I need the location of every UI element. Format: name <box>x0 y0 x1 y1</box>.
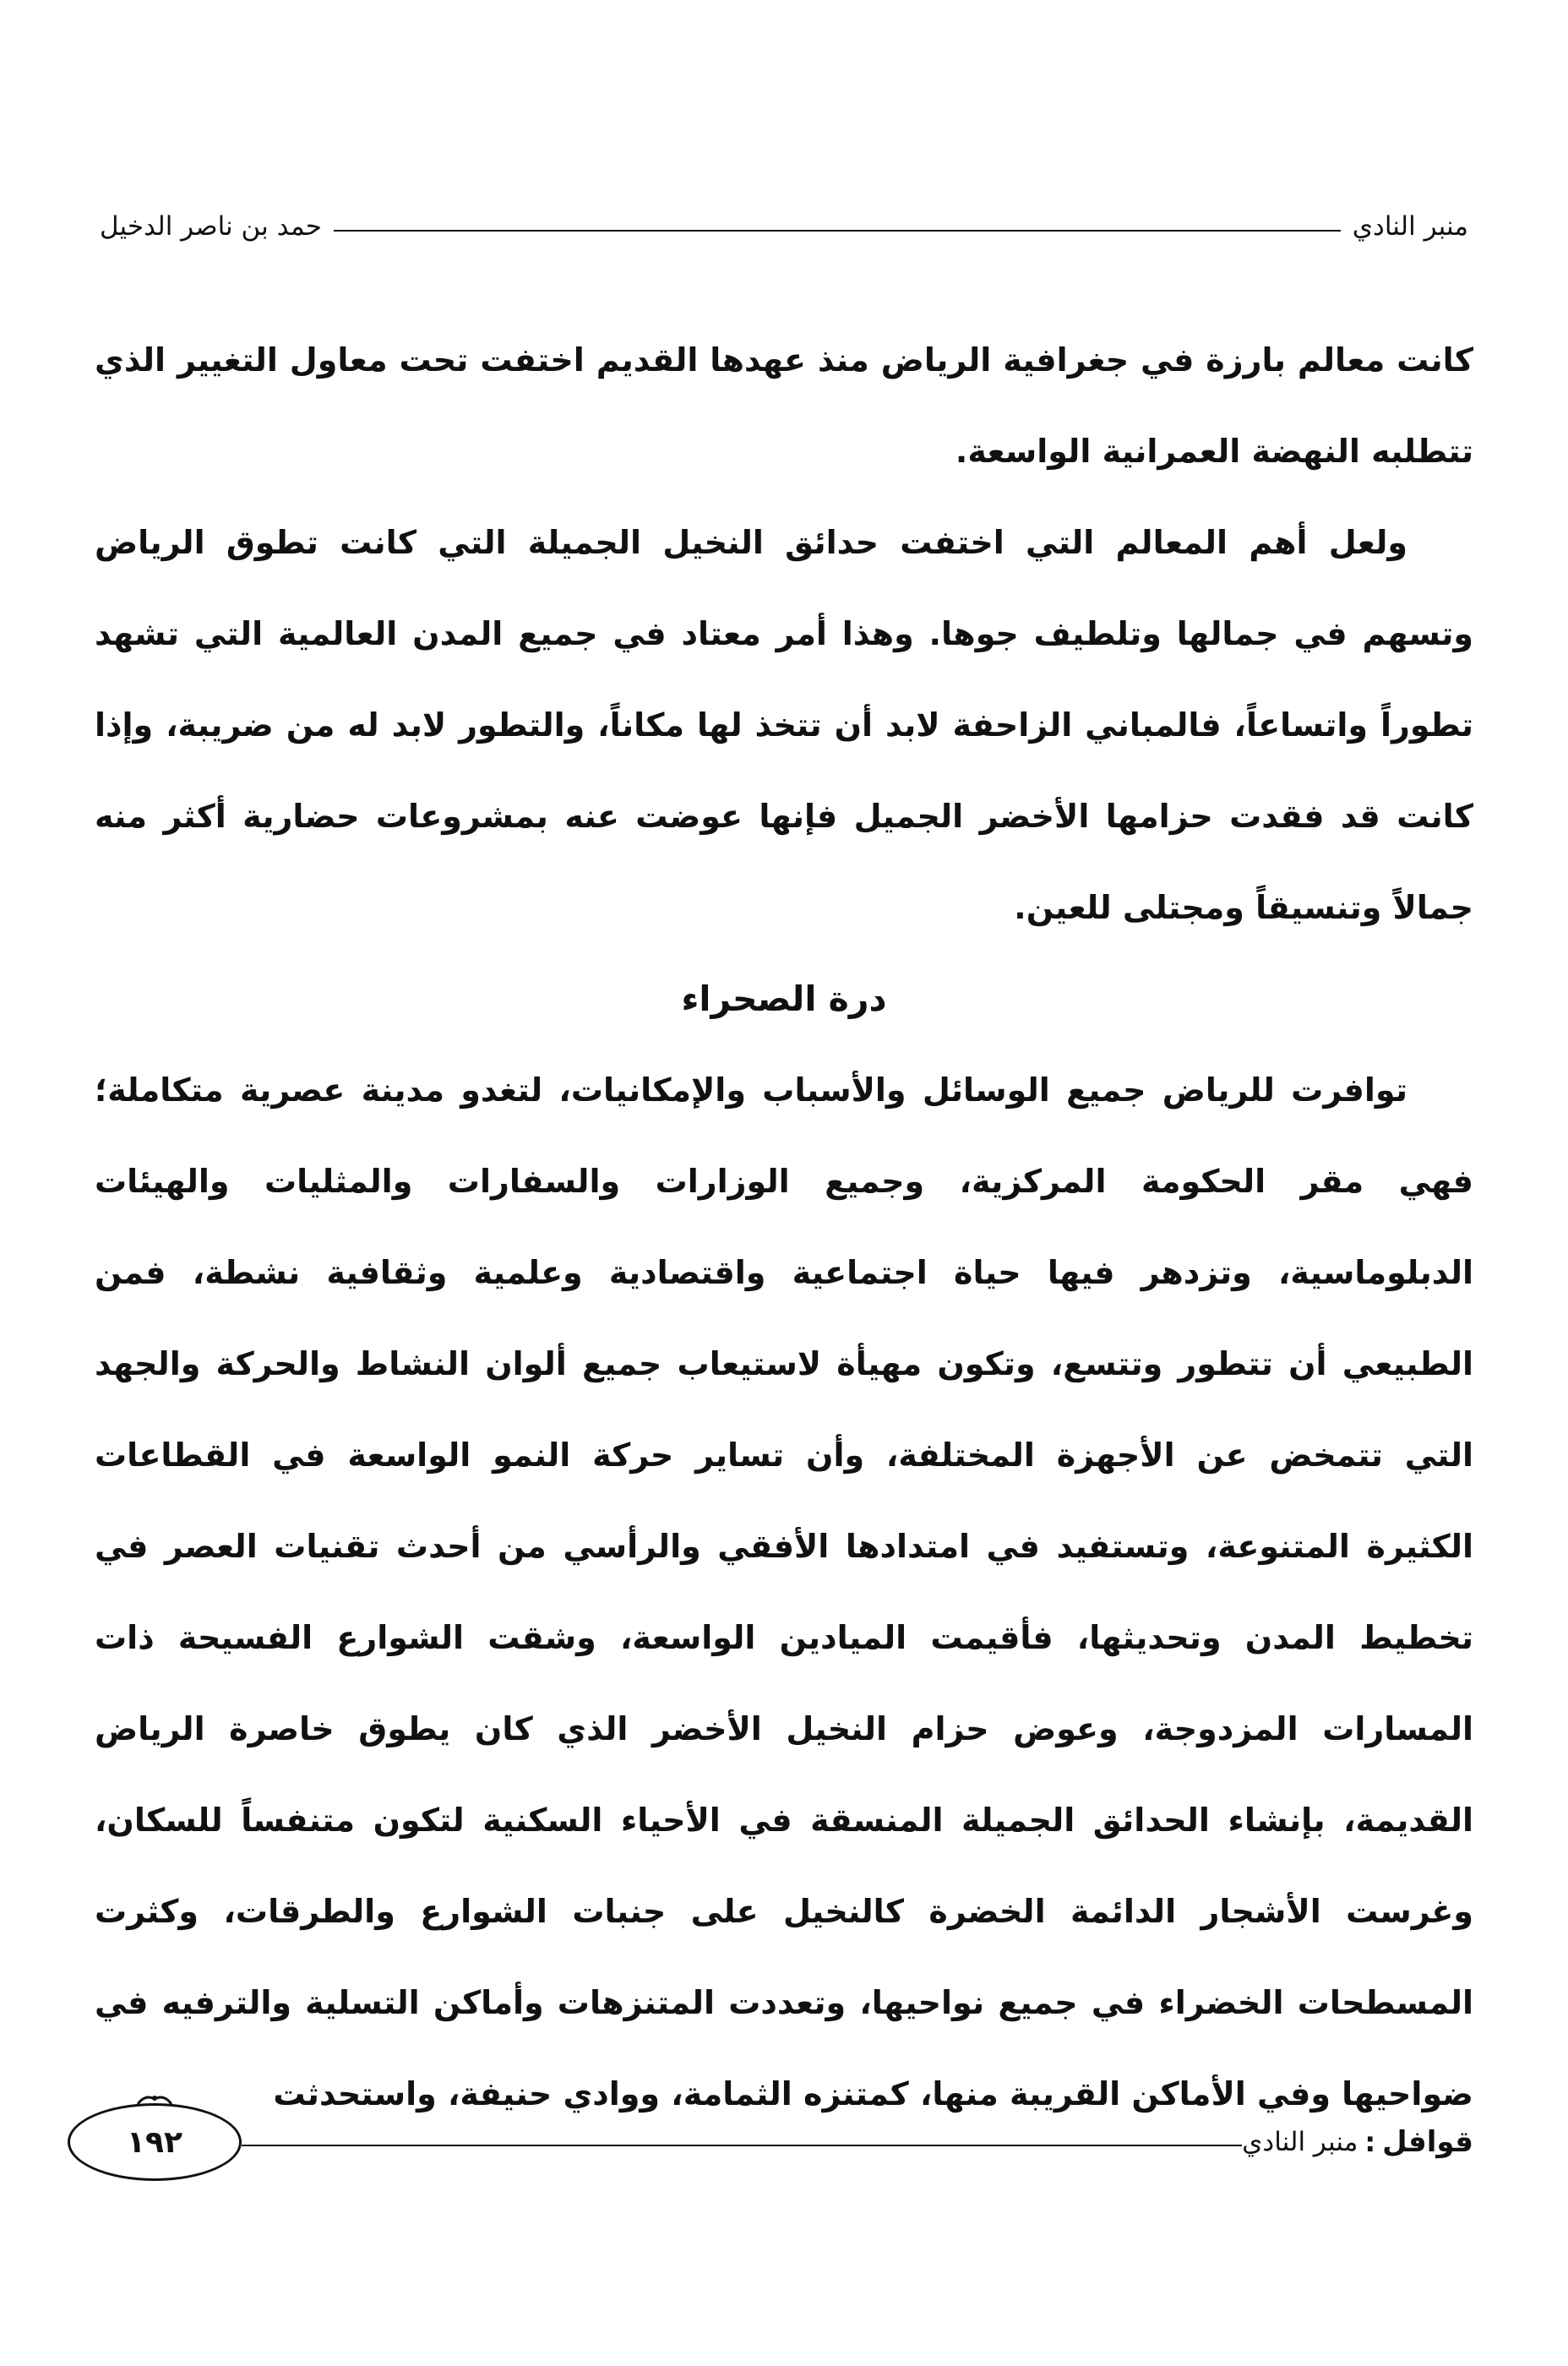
footer-series-name: قوافل <box>1382 2125 1473 2159</box>
header-author: حمد بن ناصر الدخيل <box>100 211 322 242</box>
paragraph: ولعل أهم المعالم التي اختفت حدائق النخيل الجميلة التي كانت تطوق الرياض وتسهم في جمالها وتلطيف جوها. وهذا أمر معتاد في جميع المدن العالمية التي تشهد تطوراً واتساعاً، فالمباني الزاحفة لابد أن تتخذ لها مكاناً، والتطور لابد له من ضريبة، وإذا كانت قد فقدت حزامها الأخضر الجميل فإنها عوضت عنه بمشروعات حضارية أكثر منه جمالاً وتنسيقاً ومجتلى للعين. <box>95 524 1473 926</box>
page-number-badge <box>68 2103 242 2181</box>
section-heading: درة الصحراء <box>681 979 887 1019</box>
paragraph: توافرت للرياض جميع الوسائل والأسباب والإمكانيات، لتغدو مدينة عصرية متكاملة؛ فهي مقر الحكومة المركزية، وجميع الوزارات والسفارات والمثليات والهيئات الدبلوماسية، وتزدهر فيها حياة اجتماعية واقتصادية وعلمية وثقافية نشطة، فمن الطبيعي أن تتطور وتتسع، وتكون مهيأة لاستيعاب جميع ألوان النشاط والحركة والجهد التي تتمخض عن الأجهزة المختلفة، وأن تساير حركة النمو الواسعة في القطاعات الكثيرة المتنوعة، وتستفيد في امتدادها الأفقي والرأسي من أحدث تقنيات العصر في تخطيط المدن وتحديثها، فأقيمت الميادين الواسعة، وشقت الشوارع الفسيحة ذات المسارات المزدوجة، وعوض حزام النخيل الأخضر الذي كان يطوق خاصرة الرياض القديمة، بإنشاء الحدائق الجميلة المنسقة في الأحياء السكنية لتكون متنفساً للسكان، وغرست الأشجار الدائمة الخضرة كالنخيل على جنبات الشوارع والطرقات، وكثرت المسطحات الخضراء في جميع نواحيها، وتعددت المتنزهات وأماكن التسلية والترفيه في ضواحيها وفي الأماكن القريبة منها، كمتنزه الثمامة، ووادي حنيفة، واستحدثت <box>95 1071 1473 2112</box>
page-footer <box>68 2096 1473 2189</box>
footer-book-title: منبر النادي <box>1242 2127 1358 2157</box>
header-rule <box>334 230 1341 232</box>
paragraph-continued: كانت معالم بارزة في جغرافية الرياض منذ عهدها القديم اختفت تحت معاول التغيير الذي تتطلبه النهضة العمرانية الواسعة. <box>95 341 1473 470</box>
ornament-icon <box>136 2094 173 2106</box>
footer-separator: : <box>1364 2126 1376 2158</box>
footer-rule <box>242 2145 1242 2146</box>
header-book-title: منبر النادي <box>1352 211 1468 242</box>
running-header <box>100 201 1468 252</box>
body-text <box>95 314 1473 2140</box>
page-number: ١٩٢ <box>127 2124 182 2160</box>
